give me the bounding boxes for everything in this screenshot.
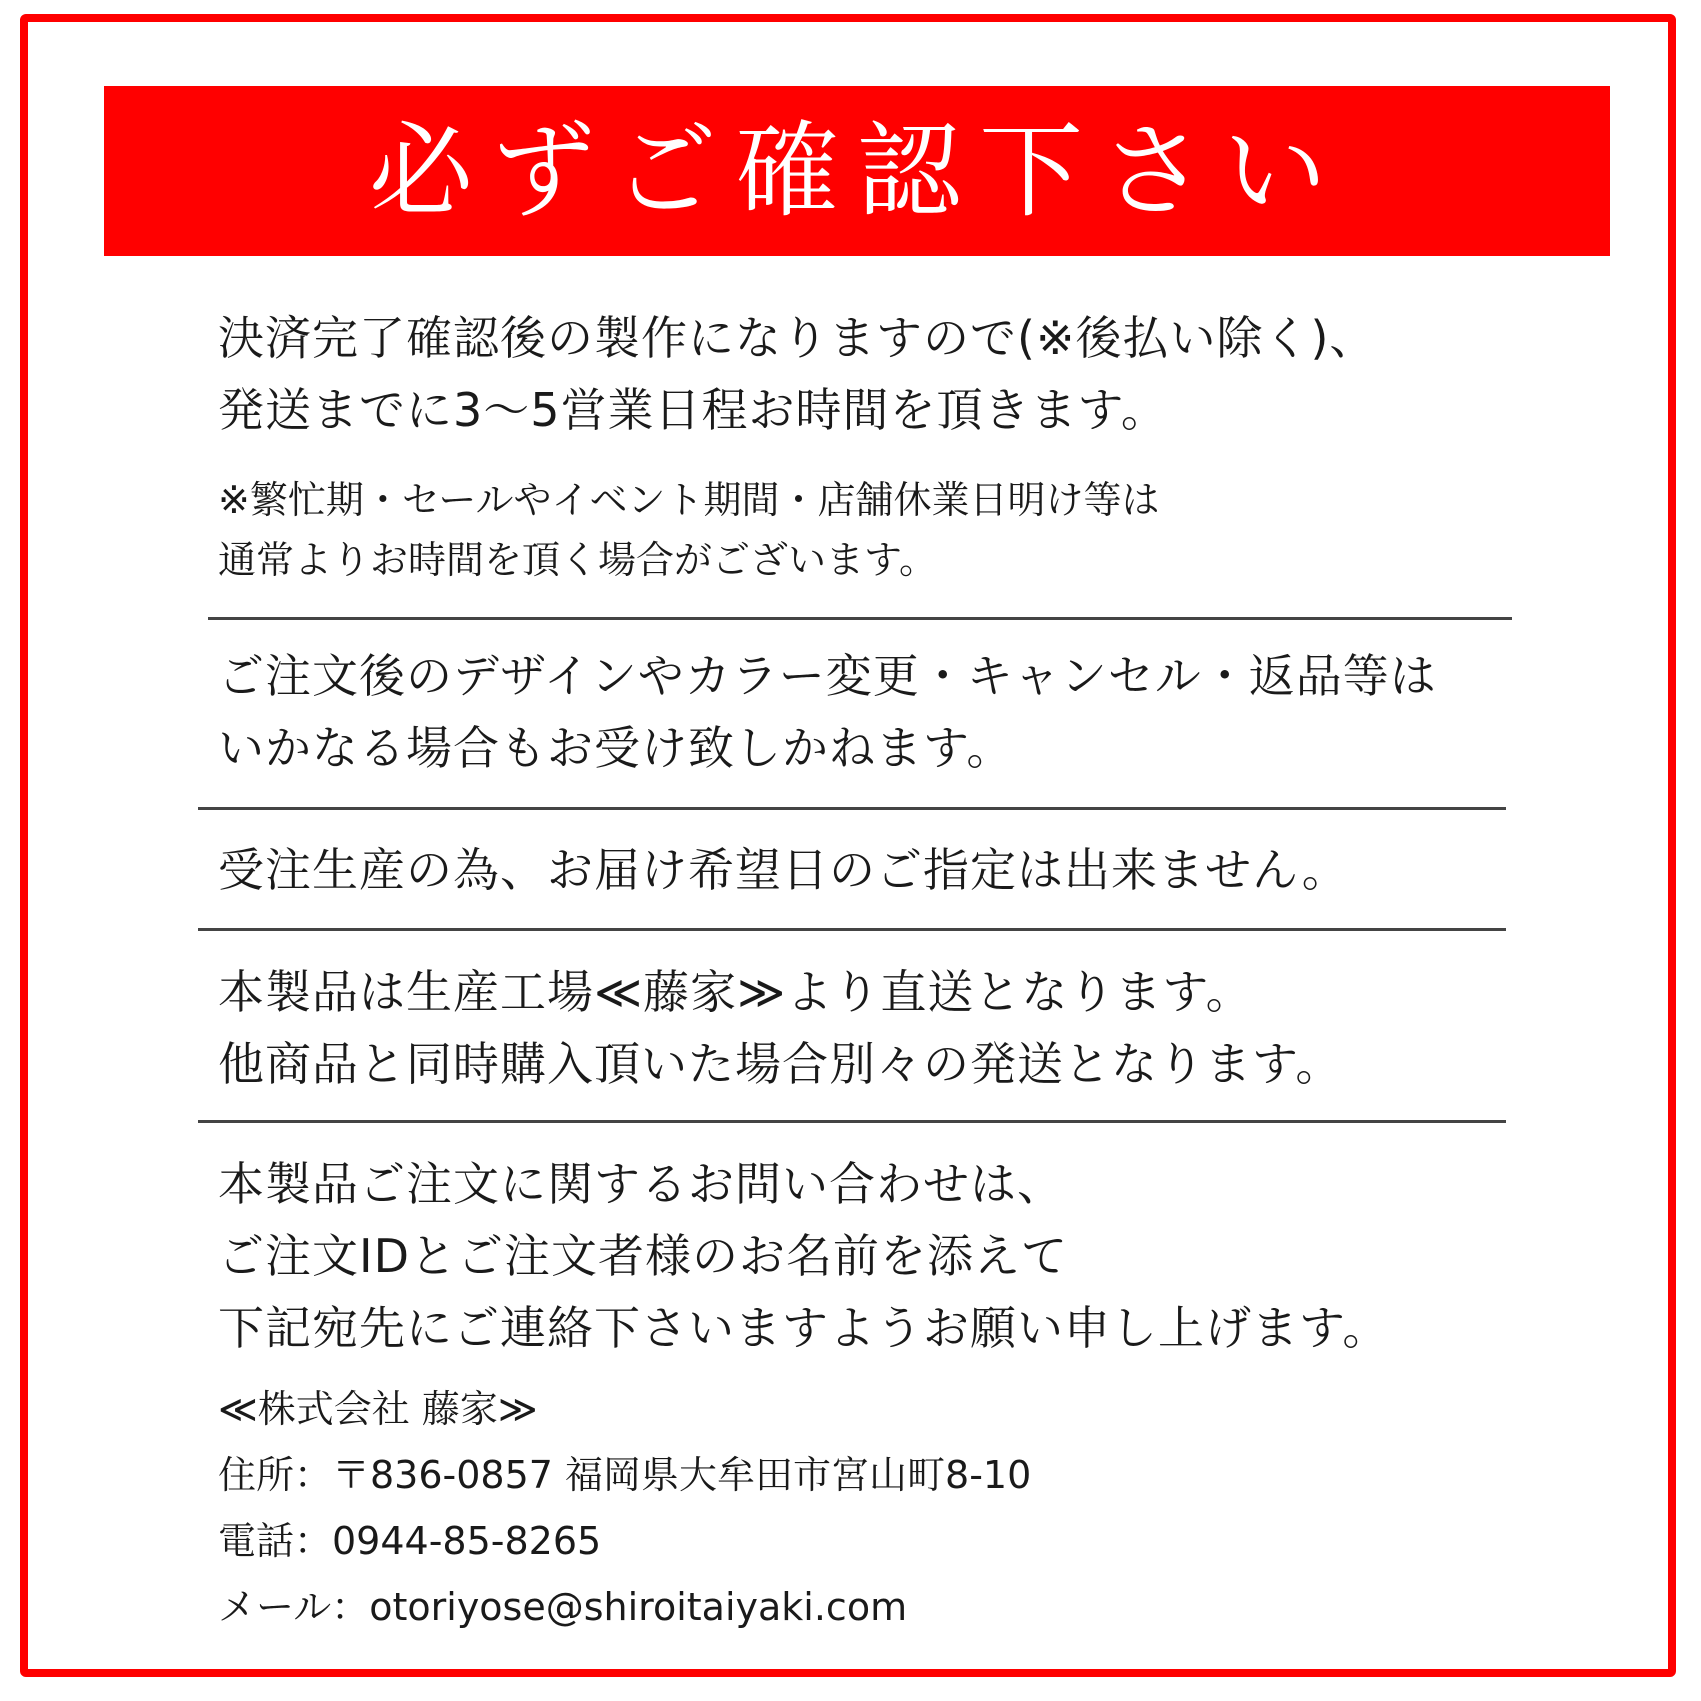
inquiry-line-2: ご注文IDとご注文者様のお名前を添えて bbox=[218, 1229, 1068, 1283]
payment-note-line-1: ※繁忙期・セールやイベント期間・店舗休業日明け等は bbox=[218, 478, 1160, 522]
payment-note-line-2: 通常よりお時間を頂く場合がございます。 bbox=[218, 538, 937, 582]
shipping-line-1: 本製品は生産工場≪藤家≫より直送となります。 bbox=[218, 965, 1253, 1019]
payment-line-2: 発送までに3〜5営業日程お時間を頂きます。 bbox=[218, 383, 1168, 437]
delivery-date-line-1: 受注生産の為、お届け希望日のご指定は出来ません。 bbox=[218, 843, 1349, 897]
divider-1 bbox=[208, 617, 1512, 620]
section-payment-note bbox=[218, 470, 1160, 590]
changes-line-2: いかなる場合もお受け致しかねます。 bbox=[218, 721, 1014, 775]
divider-4 bbox=[198, 1120, 1506, 1123]
banner-title: 必ずご確認下さい bbox=[368, 110, 1345, 232]
section-inquiry bbox=[218, 1148, 1389, 1364]
changes-line-1: ご注文後のデザインやカラー変更・キャンセル・返品等は bbox=[218, 649, 1437, 703]
payment-line-1: 決済完了確認後の製作になりますので(※後払い除く)、 bbox=[218, 311, 1377, 365]
company-name: ≪株式会社 藤家≫ bbox=[218, 1387, 538, 1431]
section-shipping bbox=[218, 956, 1342, 1100]
company-address: 住所：〒836-0857 福岡県大牟田市宮山町8-10 bbox=[218, 1453, 1032, 1497]
inquiry-line-3: 下記宛先にご連絡下さいますようお願い申し上げます。 bbox=[218, 1301, 1390, 1355]
section-delivery-date bbox=[218, 834, 1349, 906]
divider-3 bbox=[198, 928, 1506, 931]
section-payment bbox=[218, 302, 1376, 446]
shipping-line-2: 他商品と同時購入頂いた場合別々の発送となります。 bbox=[218, 1037, 1343, 1091]
inquiry-line-1: 本製品ご注文に関するお問い合わせは、 bbox=[218, 1157, 1064, 1211]
section-changes bbox=[218, 640, 1437, 784]
contact-block bbox=[218, 1376, 1031, 1640]
company-email: メール：otoriyose@shiroitaiyaki.com bbox=[218, 1585, 908, 1629]
divider-2 bbox=[198, 807, 1506, 810]
notice-banner bbox=[104, 86, 1610, 256]
company-phone: 電話：0944-85-8265 bbox=[218, 1519, 602, 1563]
